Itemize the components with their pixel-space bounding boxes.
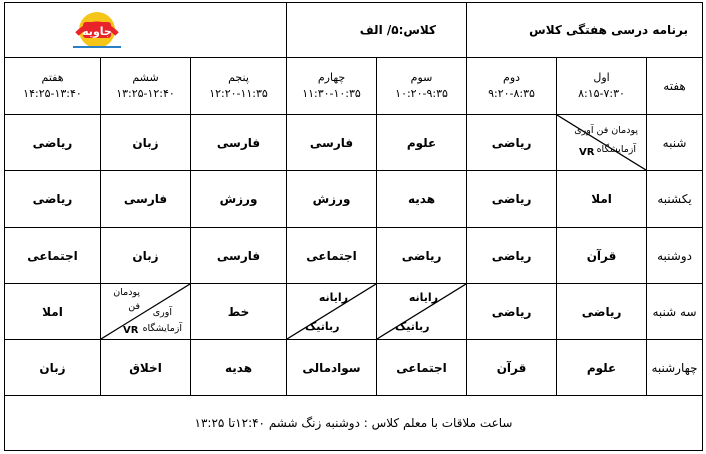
- subject-cell: هدیه: [191, 340, 287, 396]
- split-bottom: VR: [123, 325, 139, 336]
- split-cell: [557, 115, 647, 171]
- split-bottom-line2: آزمایشگاه: [596, 144, 637, 155]
- subject-cell: ورزش: [191, 171, 287, 228]
- day-label: یکشنبه: [647, 171, 703, 228]
- title-cell: [467, 3, 703, 58]
- day-label: دوشنبه: [647, 228, 703, 284]
- period-header-4: چهارم ۱۱:۳۰-۱۰:۳۵: [287, 58, 377, 115]
- day-row-monday: [5, 228, 703, 284]
- subject-cell: اخلاق: [101, 340, 191, 396]
- subject-cell: زبان: [5, 340, 101, 396]
- subject-cell: ریاضی: [467, 115, 557, 171]
- period-header-7: هفتم ۱۴:۲۵-۱۳:۴۰: [5, 58, 101, 115]
- split-top: پودمان فن: [113, 287, 141, 312]
- timetable: [4, 2, 703, 451]
- subject-cell: فارسی: [101, 171, 191, 228]
- subject-cell: ریاضی: [467, 284, 557, 340]
- day-row-wednesday: [5, 340, 703, 396]
- subject-cell: ریاضی: [467, 228, 557, 284]
- subject-cell: علوم: [377, 115, 467, 171]
- split-top-line2: آوری: [152, 307, 173, 318]
- day-row-sunday: [5, 171, 703, 228]
- subject-cell: هدیه: [377, 171, 467, 228]
- period-header-1: اول ۸:۱۵-۷:۳۰: [557, 58, 647, 115]
- subject-cell: ورزش: [287, 171, 377, 228]
- school-logo: [63, 8, 123, 52]
- day-label: سه شنبه: [647, 284, 703, 340]
- split-cell: [101, 284, 191, 340]
- split-bottom: رباتیک: [305, 320, 340, 333]
- subject-cell: زبان: [101, 228, 191, 284]
- subject-cell: زبان: [101, 115, 191, 171]
- page-title: برنامه درسی هفتگی کلاس: [529, 23, 689, 37]
- day-label: شنبه: [647, 115, 703, 171]
- meeting-hours-note: ساعت ملاقات با معلم کلاس : دوشنبه زنگ ششم ۱۲:۴۰تا ۱۳:۲۵: [194, 416, 513, 430]
- day-row-tuesday: [5, 284, 703, 340]
- period-header-2: دوم ۹:۲۰-۸:۳۵: [467, 58, 557, 115]
- subject-cell: اجتماعی: [287, 228, 377, 284]
- day-row-saturday: [5, 115, 703, 171]
- split-cell: [377, 284, 467, 340]
- period-header-3: سوم ۱۰:۲۰-۹:۳۵: [377, 58, 467, 115]
- week-header: هفته: [647, 58, 703, 115]
- logo-cell: [5, 3, 287, 58]
- subject-cell: ریاضی: [377, 228, 467, 284]
- subject-cell: ریاضی: [5, 115, 101, 171]
- subject-cell: ریاضی: [557, 284, 647, 340]
- subject-cell: قرآن: [557, 228, 647, 284]
- split-bottom: VR: [579, 147, 595, 158]
- subject-cell: فارسی: [191, 115, 287, 171]
- split-bottom: رباتیک: [395, 320, 430, 333]
- footer-cell: [5, 396, 703, 451]
- split-top: پودمان فن آوری: [574, 125, 639, 136]
- split-top: رایانه: [318, 291, 349, 304]
- subject-cell: فارسی: [191, 228, 287, 284]
- logo-text: جاویه: [82, 25, 112, 38]
- subject-cell: املا: [557, 171, 647, 228]
- split-top: رایانه: [408, 291, 439, 304]
- subject-cell: اجتماعی: [377, 340, 467, 396]
- footer-row: [5, 396, 703, 451]
- subject-cell: اجتماعی: [5, 228, 101, 284]
- period-header-5: پنجم ۱۲:۲۰-۱۱:۳۵: [191, 58, 287, 115]
- title-row: [5, 3, 703, 58]
- subject-cell: ریاضی: [5, 171, 101, 228]
- header-row: [5, 58, 703, 115]
- period-header-6: ششم ۱۳:۲۵-۱۲:۴۰: [101, 58, 191, 115]
- subject-cell: سوادمالی: [287, 340, 377, 396]
- subject-cell: ریاضی: [467, 171, 557, 228]
- subject-cell: املا: [5, 284, 101, 340]
- class-label: کلاس:۵/ الف: [359, 23, 437, 37]
- subject-cell: علوم: [557, 340, 647, 396]
- class-cell: [287, 3, 467, 58]
- split-cell: [287, 284, 377, 340]
- subject-cell: فارسی: [287, 115, 377, 171]
- day-label: چهارشنبه: [647, 340, 703, 396]
- subject-cell: خط: [191, 284, 287, 340]
- split-bottom-line2: آزمایشگاه: [142, 323, 183, 334]
- subject-cell: قرآن: [467, 340, 557, 396]
